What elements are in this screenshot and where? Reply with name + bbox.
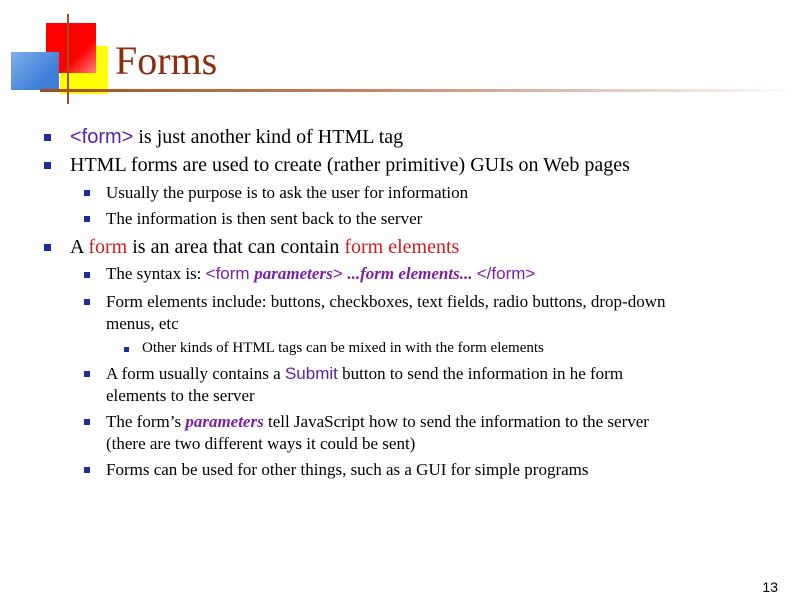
sub-bullet-square [84,299,90,305]
syntax-form-elements: ...form elements... [347,264,477,283]
sub-bullet-square [84,216,90,222]
submit-code: Submit [284,364,338,383]
bullet-3-5: Forms can be used for other things, such as a GUI for simple programs [106,460,589,479]
bullet-3-4-line1 [106,413,649,430]
bullet-3-prefix: A [70,236,89,258]
bullet-3-2-line1: Form elements include: buttons, checkboxes, text fields, radio buttons, drop-down [106,292,666,311]
bullet-3-2-line2: menus, etc [106,314,179,333]
sub-bullet-square [84,419,90,425]
page-number: 13 [762,579,778,595]
bullet-3-1 [106,265,535,282]
bullet-square [44,162,51,169]
bullet-2-1: Usually the purpose is to ask the user for information [106,183,469,202]
bullet-3-3-line1 [106,365,623,382]
sub-bullet-square [84,272,90,278]
form-highlight: form [88,236,128,258]
bullet-3-3-line2: elements to the server [106,386,255,405]
bullet-3-3-prefix: A form usually contains a [106,364,285,383]
bullet-3-4-line2: (there are two different ways it could be sent) [106,434,416,453]
bullet-3 [70,237,459,257]
syntax-parameters: parameters [254,264,333,283]
form-tag-code: <form> [70,126,134,148]
page-title: Forms [115,38,218,83]
bullet-3-4-prefix: The form’s [106,412,186,431]
syntax-prefix: The syntax is: [106,264,206,283]
bullet-3-middle: is an area that can contain [127,236,345,258]
bullet-3-4-suffix: tell JavaScript how to send the information to the server [263,412,649,431]
bullet-square [44,134,51,141]
syntax-open-tag: <form [205,264,255,283]
parameters-emphasis: parameters [185,412,264,431]
bullet-3-3-suffix: button to send the information in he form [337,364,624,383]
form-elements-highlight: form elements [344,236,460,258]
syntax-close-bracket: > [332,264,348,283]
bullet-1 [70,127,403,147]
sub-bullet-square [84,467,90,473]
bullet-square [44,244,51,251]
bullet-1-text: is just another kind of HTML tag [133,126,404,148]
bullet-3-2-1: Other kinds of HTML tags can be mixed in with the form elements [142,340,544,356]
sub-bullet-square [84,371,90,377]
sub-sub-bullet-square [124,347,129,352]
bullet-2-2: The information is then sent back to the server [106,209,423,228]
syntax-end-tag: </form> [476,264,536,283]
bullet-2: HTML forms are used to create (rather primitive) GUIs on Web pages [70,154,630,176]
sub-bullet-square [84,190,90,196]
